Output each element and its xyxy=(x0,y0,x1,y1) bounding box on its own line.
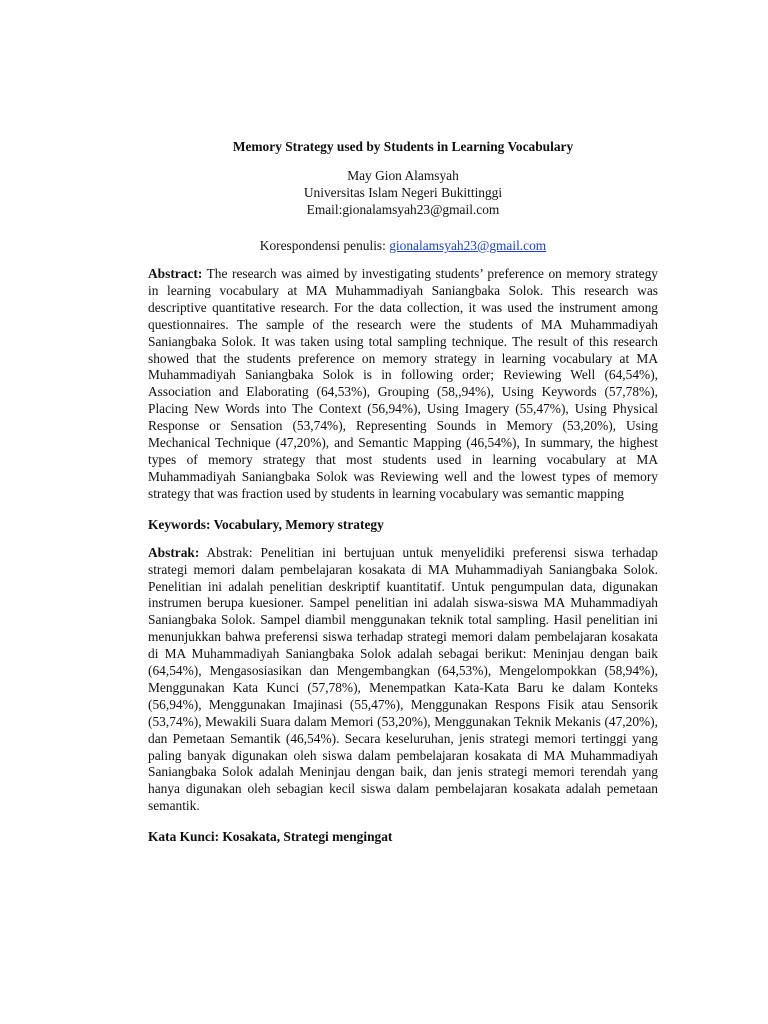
correspondence-email-link[interactable]: gionalamsyah23@gmail.com xyxy=(389,238,547,253)
abstract-text: The research was aimed by investigating students’ preference on memory strategy in learning vocabulary at MA Muhammadiyah Saniangbaka Solok. This research was descriptive quantitative research. For the data collection, it was used the instrument among questionnaires. The sample of the research were the students of MA Muhammadiyah Saniangbaka Solok. It was taken using total sampling technique. The result of this research showed that the students preference on memory strategy in learning vocabulary at MA Muhammadiyah Saniangbaka Solok is in following order; Reviewing Well (64,54%), Association and Elaborating (64,53%), Grouping (58,,94%), Using Keywords (57,78%), Placing New Words into The Context (56,94%), Using Imagery (55,47%), Using Physical Response or Sensation (53,74%), Representing Sounds in Memory (53,20%), Using Mechanical Technique (47,20%), and Semantic Mapping (46,54%), In summary, the highest types of memory strategy that most students used in learning vocabulary at MA Muhammadiyah Saniangbaka Solok was Reviewing well and the lowest types of memory strategy that was fraction used by students in learning vocabulary was semantic mapping xyxy=(148,266,658,501)
kata-kunci-line: Kata Kunci: Kosakata, Strategi mengingat xyxy=(148,829,393,845)
abstrak-label: Abstrak: xyxy=(148,544,200,560)
paper-title: Memory Strategy used by Students in Learning Vocabulary xyxy=(232,139,574,154)
keywords-line: Keywords: Vocabulary, Memory strategy xyxy=(148,516,384,532)
abstrak-paragraph xyxy=(148,545,658,816)
correspondence-line xyxy=(148,237,658,254)
document-page xyxy=(148,128,658,845)
author-name: May Gion Alamsyah xyxy=(347,168,459,183)
correspondence-label: Korespondensi penulis: xyxy=(259,238,390,253)
abstract-paragraph xyxy=(148,266,658,503)
author-email: Email:gionalamsyah23@gmail.com xyxy=(306,202,500,217)
abstract-label: Abstract: xyxy=(148,266,203,281)
abstrak-text: Abstrak: Penelitian ini bertujuan untuk menyelidiki preferensi siswa terhadap strategi memori dalam pembelajaran kosakata di MA Muhammadiyah Saniangbaka Solok. Penelitian ini adalah penelitian deskriptif kuantitatif. Untuk pengumpulan data, digunakan instrumen berupa kuesioner. Sampel penelitian ini adalah siswa-siswa MA Muhammadiyah Saniangbaka Solok. Sampel diambil menggunakan teknik total sampling. Hasil penelitian ini menunjukkan bahwa preferensi siswa terhadap strategi memori dalam pembelajaran kosakata di MA Muhammadiyah Saniangbaka Solok adalah sebagai berikut: Meninjau dengan baik (64,54%), Mengasosiasikan dan Mengembangkan (64,53%), Mengelompokkan (58,94%), Menggunakan Kata Kunci (57,78%), Menempatkan Kata-Kata Baru ke dalam Konteks (56,94%), Menggunakan Imajinasi (55,47%), Menggunakan Respons Fisik atau Sensorik (53,74%), Mewakili Suara dalam Memori (53,20%), Menggunakan Teknik Mekanis (47,20%), dan Pemetaan Semantik (46,54%). Secara keseluruhan, jenis strategi memori tertinggi yang paling banyak digunakan oleh siswa dalam pembelajaran kosakata di MA Muhammadiyah Saniangbaka Solok adalah Meninjau dengan baik, dan jenis strategi memori terendah yang hanya digunakan oleh sebagian kecil siswa dalam pembelajaran kosakata adalah pemetaan semantik. xyxy=(148,544,658,814)
author-affiliation: Universitas Islam Negeri Bukittinggi xyxy=(303,185,503,200)
author-block xyxy=(148,167,658,218)
